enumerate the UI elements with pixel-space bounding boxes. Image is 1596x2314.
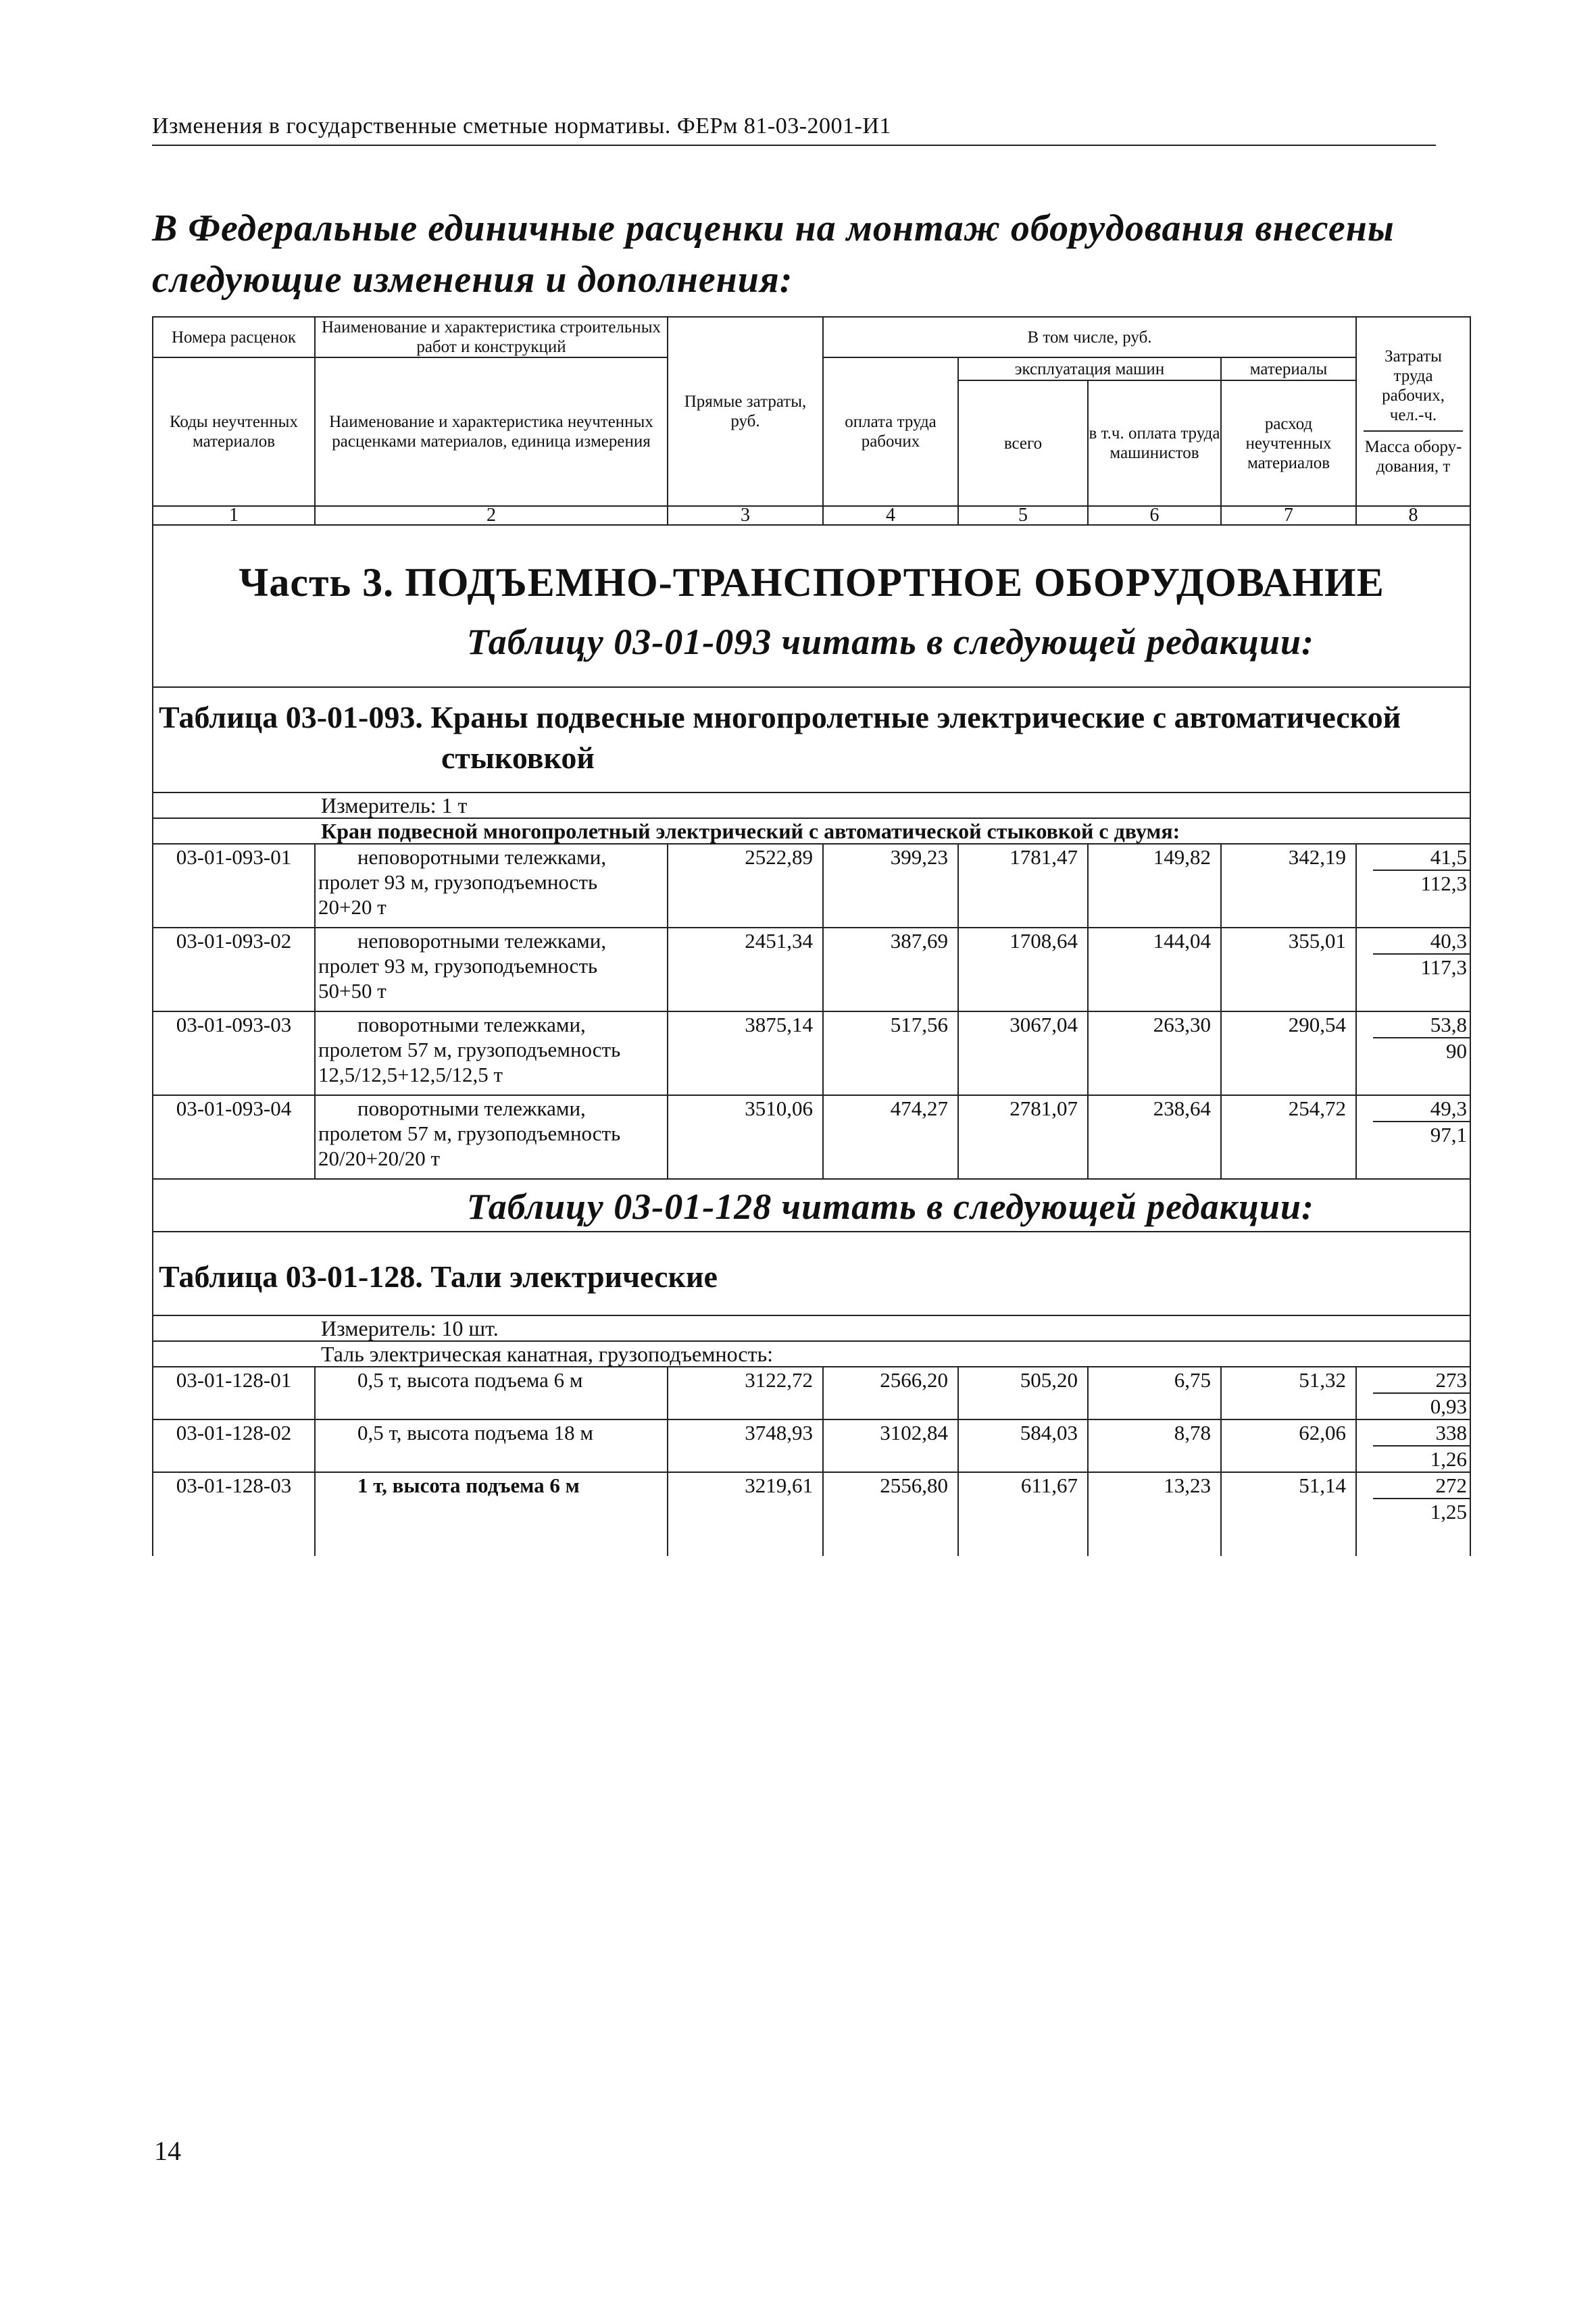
drivers-cost: 238,64 (1088, 1095, 1221, 1179)
labor-and-mass (1356, 1472, 1470, 1556)
header-col1-top: Номера расценок (153, 317, 315, 357)
page-number: 14 (154, 2136, 181, 2166)
table-093-group: Кран подвесной многопролетный электрический с автоматической стыковкой с двумя: (153, 818, 1470, 844)
machines-cost: 611,67 (958, 1472, 1088, 1556)
header-machines: эксплуатация машин (958, 357, 1221, 380)
rates-table-frame (152, 316, 1470, 1580)
table-row (153, 1472, 1470, 1556)
wages-cost: 2566,20 (823, 1367, 958, 1419)
header-materials: материалы (1221, 357, 1356, 380)
table-row (153, 1419, 1470, 1472)
drivers-cost: 8,78 (1088, 1419, 1221, 1472)
machines-cost: 3067,04 (958, 1011, 1088, 1095)
table-128-group: Таль электрическая канатная, грузоподъемность: (153, 1341, 1470, 1367)
direct-cost: 3122,72 (668, 1367, 823, 1419)
materials-cost: 355,01 (1221, 928, 1356, 1011)
table-093-rows (153, 844, 1470, 1179)
rate-name: 0,5 т, высота подъема 6 м (315, 1367, 668, 1419)
drivers-cost: 13,23 (1088, 1472, 1221, 1556)
column-number: 1 (153, 506, 315, 525)
header-col8-bottom: Масса обору- дования, т (1364, 438, 1462, 476)
table-093-title (153, 687, 1470, 793)
read-note-093: Таблицу 03-01-093 читать в следующей редакции: (466, 622, 1315, 662)
part-title: Часть 3. ПОДЪЕМНО-ТРАНСПОРТНОЕ ОБОРУДОВАНИЕ (239, 560, 1385, 605)
wages-cost: 3102,84 (823, 1419, 958, 1472)
header-col2-bottom: Наименование и характеристика неучтенных расценками материалов, единица измерения (315, 357, 668, 506)
table-128-title: Таблица 03-01-128. Тали электрические (153, 1232, 1470, 1315)
rate-name: неповоротными тележками, пролет 93 м, грузоподъемность 20+20 т (315, 844, 668, 928)
machines-cost: 505,20 (958, 1367, 1088, 1419)
table-093-title-line-2: стыковкой (441, 740, 595, 775)
labor-and-mass (1356, 1095, 1470, 1179)
materials-cost: 290,54 (1221, 1011, 1356, 1095)
equipment-mass: 90 (1446, 1039, 1468, 1063)
header-col1-bottom: Коды неучтенных материалов (153, 357, 315, 506)
labor-hours: 338 (1373, 1420, 1470, 1447)
direct-cost: 2451,34 (668, 928, 823, 1011)
materials-cost: 62,06 (1221, 1419, 1356, 1472)
equipment-mass: 1,25 (1430, 1500, 1468, 1524)
table-row (153, 844, 1470, 928)
column-number: 6 (1088, 506, 1221, 525)
intro-line-2: следующие изменения и дополнения: (152, 259, 793, 301)
rate-name: неповоротными тележками, пролет 93 м, грузоподъемность 50+50 т (315, 928, 668, 1011)
drivers-cost: 6,75 (1088, 1367, 1221, 1419)
direct-cost: 3748,93 (668, 1419, 823, 1472)
rates-table (152, 316, 1471, 1556)
rate-code: 03-01-093-02 (153, 928, 315, 1011)
header-col4: оплата труда рабочих (823, 357, 958, 506)
header-col2-top: Наименование и характеристика строительных работ и конструкций (315, 317, 668, 357)
drivers-cost: 263,30 (1088, 1011, 1221, 1095)
labor-and-mass (1356, 1419, 1470, 1472)
table-row (153, 928, 1470, 1011)
labor-and-mass (1356, 1367, 1470, 1419)
rate-code: 03-01-093-04 (153, 1095, 315, 1179)
table-row (153, 1011, 1470, 1095)
rate-name: 0,5 т, высота подъема 18 м (315, 1419, 668, 1472)
rate-code: 03-01-128-02 (153, 1419, 315, 1472)
labor-hours: 49,3 (1373, 1096, 1470, 1122)
header-col5: всего (958, 380, 1088, 506)
header-col6: в т.ч. оплата труда машинистов (1088, 380, 1221, 506)
labor-and-mass (1356, 928, 1470, 1011)
rate-name: поворотными тележками, пролетом 57 м, грузоподъемность 12,5/12,5+12,5/12,5 т (315, 1011, 668, 1095)
rate-code: 03-01-093-01 (153, 844, 315, 928)
rate-code: 03-01-128-01 (153, 1367, 315, 1419)
machines-cost: 2781,07 (958, 1095, 1088, 1179)
read-note-128: Таблицу 03-01-128 читать в следующей редакции: (153, 1179, 1470, 1232)
table-row (153, 1367, 1470, 1419)
intro-heading (152, 203, 1436, 305)
header-col8 (1356, 317, 1470, 506)
rate-name: поворотными тележками, пролетом 57 м, грузоподъемность 20/20+20/20 т (315, 1095, 668, 1179)
header-col3: Прямые затраты, руб. (668, 317, 823, 506)
intro-line-1: В Федеральные единичные расценки на монтаж оборудования внесены (152, 207, 1395, 249)
equipment-mass: 112,3 (1420, 872, 1468, 895)
equipment-mass: 117,3 (1420, 955, 1468, 979)
direct-cost: 3510,06 (668, 1095, 823, 1179)
materials-cost: 254,72 (1221, 1095, 1356, 1179)
direct-cost: 3219,61 (668, 1472, 823, 1556)
header-col7: расход неучтенных материалов (1221, 380, 1356, 506)
labor-hours: 41,5 (1373, 845, 1470, 871)
table-128-meter: Измеритель: 10 шт. (153, 1315, 1470, 1341)
rate-name: 1 т, высота подъема 6 м (315, 1472, 668, 1556)
header-incl: В том числе, руб. (823, 317, 1356, 357)
materials-cost: 342,19 (1221, 844, 1356, 928)
drivers-cost: 149,82 (1088, 844, 1221, 928)
table-093-title-line-1: Таблица 03-01-093. Краны подвесные многопролетные электрические с автоматической (159, 700, 1401, 734)
running-head: Изменения в государственные сметные нормативы. ФЕРм 81-03-2001-И1 (152, 114, 1436, 146)
wages-cost: 517,56 (823, 1011, 958, 1095)
column-number: 7 (1221, 506, 1356, 525)
drivers-cost: 144,04 (1088, 928, 1221, 1011)
table-093-meter: Измеритель: 1 т (153, 793, 1470, 818)
labor-and-mass (1356, 1011, 1470, 1095)
column-number: 3 (668, 506, 823, 525)
labor-and-mass (1356, 844, 1470, 928)
table-row (153, 1095, 1470, 1179)
header-col8-top: Затраты труда рабочих, чел.-ч. (1364, 347, 1463, 432)
wages-cost: 399,23 (823, 844, 958, 928)
rate-code: 03-01-093-03 (153, 1011, 315, 1095)
wages-cost: 474,27 (823, 1095, 958, 1179)
column-number: 4 (823, 506, 958, 525)
rate-code: 03-01-128-03 (153, 1472, 315, 1556)
machines-cost: 1708,64 (958, 928, 1088, 1011)
wages-cost: 387,69 (823, 928, 958, 1011)
labor-hours: 273 (1373, 1367, 1470, 1394)
column-number: 8 (1356, 506, 1470, 525)
direct-cost: 2522,89 (668, 844, 823, 928)
equipment-mass: 1,26 (1430, 1447, 1468, 1471)
machines-cost: 584,03 (958, 1419, 1088, 1472)
table-128-rows (153, 1367, 1470, 1556)
equipment-mass: 0,93 (1430, 1394, 1468, 1418)
labor-hours: 53,8 (1373, 1012, 1470, 1038)
materials-cost: 51,14 (1221, 1472, 1356, 1556)
equipment-mass: 97,1 (1430, 1123, 1468, 1147)
labor-hours: 40,3 (1373, 928, 1470, 955)
column-number: 2 (315, 506, 668, 525)
labor-hours: 272 (1373, 1473, 1470, 1499)
column-number: 5 (958, 506, 1088, 525)
machines-cost: 1781,47 (958, 844, 1088, 928)
wages-cost: 2556,80 (823, 1472, 958, 1556)
direct-cost: 3875,14 (668, 1011, 823, 1095)
materials-cost: 51,32 (1221, 1367, 1356, 1419)
